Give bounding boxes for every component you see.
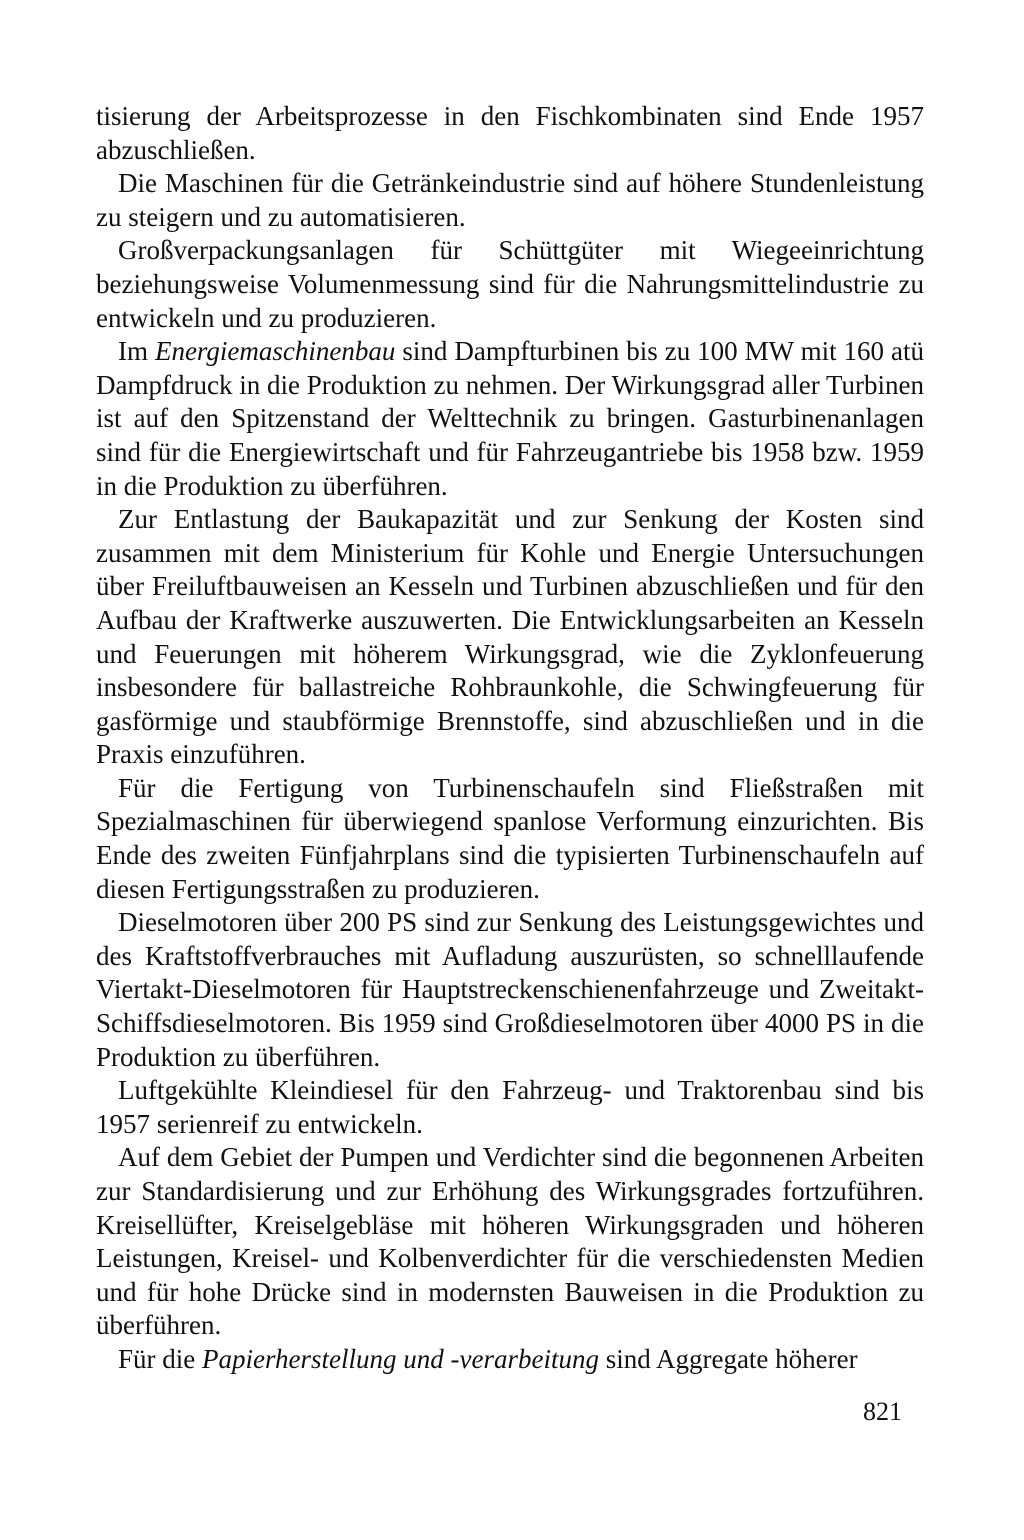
text-run: Die Maschinen für die Getränkeindustrie sind auf höhere Stundenleistung zu steigern und zu automatisieren. [96, 168, 924, 232]
text-run: sind Aggregate höherer [598, 1343, 858, 1374]
text-run: Für die Fertigung von Turbinenschaufeln sind Fließstraßen mit Spezialmaschinen für überwiegend spanlose Verformung einzurichten. Bis Ende des zweiten Fünfjahrplans sind die typisierten Turbinenschaufeln auf diesen Fertigungsstraßen zu produzieren. [96, 772, 924, 904]
italic-phrase: Papierherstellung und -verarbeitung [202, 1343, 599, 1374]
paragraph [96, 167, 924, 234]
body-text [96, 100, 924, 1377]
text-run: Auf dem Gebiet der Pumpen und Verdichter sind die begonnenen Arbeiten zur Standardisierung und zur Erhöhung des Wirkungsgrades fortzuführen. Kreisellüfter, Kreiselgebläse mit höheren Wirkungsgraden und höheren Leistungen, Kreisel- und Kolbenverdichter für die verschiedensten Medien und für hohe Drücke sind in modernsten Bauweisen in die Produktion zu überführen. [96, 1142, 924, 1341]
text-run: tisierung der Arbeitsprozesse in den Fischkombinaten sind Ende 1957 abzuschließen. [96, 101, 924, 165]
page-number: 821 [863, 1397, 902, 1426]
text-run: Im [118, 336, 155, 367]
paragraph [96, 1343, 924, 1377]
paragraph [96, 503, 924, 772]
text-run: Zur Entlastung der Baukapazität und zur Senkung der Kosten sind zusammen mit dem Ministerium für Kohle und Energie Untersuchungen über Freiluftbauweisen an Kesseln und Turbinen abzuschließen und für den Aufbau der Kraftwerke auszuwerten. Die Entwicklungsarbeiten an Kesseln und Feuerungen mit höherem Wirkungsgrad, wie die Zyklonfeuerung insbesondere für ballastreiche Rohbraunkohle, die Schwingfeuerung für gasförmige und staubförmige Brennstoffe, sind abzuschließen und in die Praxis einzuführen. [96, 504, 924, 770]
paragraph [96, 906, 924, 1074]
paragraph [96, 100, 924, 167]
italic-phrase: Energiemaschinenbau [154, 336, 396, 367]
paragraph [96, 1074, 924, 1141]
text-run: Großverpackungsanlagen für Schüttgüter mit Wiegeeinrichtung beziehungsweise Volumenmessung sind für die Nahrungsmittelindustrie zu entwickeln und zu produzieren. [96, 235, 924, 333]
paragraph [96, 1141, 924, 1343]
text-run: Dieselmotoren über 200 PS sind zur Senkung des Leistungsgewichtes und des Kraftstoffverbrauches mit Aufladung auszurüsten, so schnelllaufende Viertakt-Dieselmotoren für Hauptstreckenschienenfahrzeuge und Zweitakt-Schiffsdieselmotoren. Bis 1959 sind Großdieselmotoren über 4000 PS in die Produktion zu überführen. [96, 907, 924, 1072]
text-run: sind Dampfturbinen bis zu 100 MW mit 160 atü Dampfdruck in die Produktion zu nehmen. Der Wirkungsgrad aller Turbinen ist auf den Spitzenstand der Welttechnik zu bringen. Gasturbinenanlagen sind für die Energiewirtschaft und für Fahrzeugantriebe bis 1958 bzw. 1959 in die Produktion zu überführen. [96, 336, 924, 501]
text-run: Luftgekühlte Kleindiesel für den Fahrzeug- und Traktorenbau sind bis 1957 serienreif zu entwickeln. [96, 1075, 924, 1139]
text-run: Für die [118, 1343, 202, 1374]
paragraph [96, 772, 924, 906]
paragraph [96, 234, 924, 335]
paragraph [96, 335, 924, 503]
